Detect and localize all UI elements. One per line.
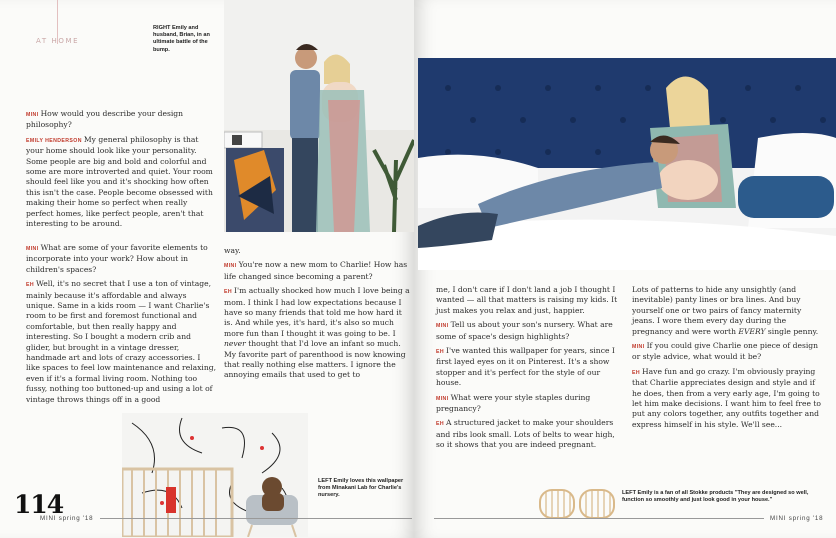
mini-label: MINI	[632, 344, 645, 351]
eh-label: EH	[26, 282, 35, 289]
top-caption	[153, 25, 223, 54]
couple-bed-illustration	[418, 58, 836, 270]
answer-text-cont: thought that I'd love an infant so much. My favorite part of parenthood is now knowing that really nothing else matters. I ignore the annoying emails that used to get to	[224, 339, 406, 380]
mini-label: MINI	[26, 112, 39, 118]
stokke-caption	[622, 490, 816, 504]
q-new-mom	[224, 260, 410, 282]
question-text: If you could give Charlie one piece of design or style advice, what would it be?	[632, 341, 819, 362]
answer-text: My general philosophy is that your home should look like your personality. Some people are big and bold and colorful and some are more introverted and quiet. Your room should feel like you and it's shocking how often this isn't the case. People become obsessed with making their home so perfect when really perfect homes, like perfect people, aren't that interesting to be around.	[26, 134, 213, 229]
a-style-staples	[436, 418, 620, 450]
a-favorite-elements	[26, 279, 216, 405]
a-new-mom	[224, 286, 410, 381]
answer-text: Well, it's no secret that I use a ton of vintage, mainly because it's affordable and always unique. Same in a kids room — I want Charlie's room to be first and foremost functional and comfortable, but then really happy and interesting. So I bought a modern crib and glider, but brought in a vintage dresser, handmade art and lots of crazy accessories. I like spaces to feel low maintenance and relaxing, even if it's a formal living room. Nothing too fussy, nothing too buttoned-up and using a lot of vintage throws things off in a good	[26, 279, 217, 404]
eh-label: EH	[224, 289, 233, 296]
couple-standing-illustration	[224, 0, 414, 232]
folio-right: MINI spring '18	[770, 515, 824, 522]
question-text: How would you describe your design philosophy?	[26, 109, 184, 130]
stokke-caption-quote: "They are designed so well, function so smoothly and just look good in your house."	[622, 490, 809, 504]
couple-bed-photo	[418, 58, 836, 270]
eh-label: EH	[436, 421, 445, 428]
eh-label: EH	[632, 369, 641, 376]
q-favorite-elements	[26, 243, 216, 275]
left-column-1b	[26, 243, 216, 409]
folio-rule-left	[100, 518, 412, 519]
a-nursery	[436, 346, 620, 389]
mini-label: MINI	[436, 323, 449, 330]
mini-label: MINI	[436, 395, 449, 402]
wallpaper-caption-text: LEFT Emily loves this wallpaper from Minakani Lab for Charlie's nursery.	[318, 478, 404, 499]
answer-text: Have fun and go crazy. I'm obviously praying that Charlie appreciates design and style and if he does, then from a very early age, I'm going to let him make decisions. I want him to feel free to put any colors together, any outfits together and express himself in his style. We'll see...	[632, 366, 821, 429]
question-text: What are some of your favorite elements to incorporate into your work? How about in children's spaces?	[26, 243, 208, 274]
answer-text: I'm actually shocked how much I love being a mom. I think I had low expectations because I have so many friends that told me how hard it is. And while yes, it's hard, it's also so much more fun than I thought it was going to be. I	[224, 286, 410, 338]
folio-left: MINI spring '18	[40, 515, 94, 522]
right-column-1	[436, 285, 620, 455]
mini-label: MINI	[26, 246, 39, 252]
page-number: 114	[14, 490, 64, 519]
continued-text-b: single penny.	[767, 326, 819, 336]
mini-label: MINI	[224, 263, 237, 270]
answer-text: A structured jacket to make your shoulders and ribs look small. Lots of belts to wear high, so it shows that you are indeed pregnant.	[436, 418, 615, 450]
left-column-2	[224, 246, 410, 385]
continued-text	[632, 285, 822, 337]
question-text: You're now a new mom to Charlie! How has life changed since becoming a parent?	[224, 260, 408, 281]
answer-emphasis: never	[224, 339, 246, 349]
continued-text: way.	[224, 246, 241, 255]
left-column-1	[26, 109, 216, 233]
continued-text: me, I don't care if I don't land a job I thought I wanted — all that matters is raising my kids. It just makes you relax and just, happier.	[436, 285, 618, 315]
stokke-caption-bold: LEFT Emily is a fan of all Stokke products	[622, 490, 734, 496]
couple-standing-photo	[224, 0, 414, 232]
wallpaper-caption	[318, 478, 404, 500]
section-tag: AT HOME	[36, 37, 80, 45]
right-page	[414, 0, 836, 538]
continued-text-a: Lots of patterns to hide any unsightly (and inevitable) panty lines or bra lines. And buy yourself one or two pairs of fancy maternity jeans. I wore them every day during the pregnancy and were worth	[632, 285, 802, 336]
q-style-staples	[436, 393, 620, 415]
emily-label: EMILY HENDERSON	[26, 137, 82, 144]
question-text: What were your style staples during pregnancy?	[436, 392, 591, 414]
folio-rule-right	[434, 518, 764, 519]
a-design-philosophy	[26, 135, 216, 230]
continued-emphasis: EVERY	[738, 326, 766, 336]
question-text: Tell us about your son's nursery. What are some of space's design highlights?	[436, 320, 613, 341]
a-advice	[632, 367, 822, 430]
eh-label: EH	[436, 349, 445, 356]
answer-text: I've wanted this wallpaper for years, since I first layed eyes on it on Pinterest. It's a show stopper and it's perfect for the style of our house.	[436, 346, 615, 388]
q-nursery	[436, 320, 620, 342]
right-column-2	[632, 285, 822, 434]
q-design-philosophy	[26, 109, 216, 131]
q-advice	[632, 341, 822, 363]
left-page	[0, 0, 414, 538]
top-caption-text: RIGHT Emily and husband, Brian, in an ultimate battle of the bump.	[153, 25, 210, 53]
